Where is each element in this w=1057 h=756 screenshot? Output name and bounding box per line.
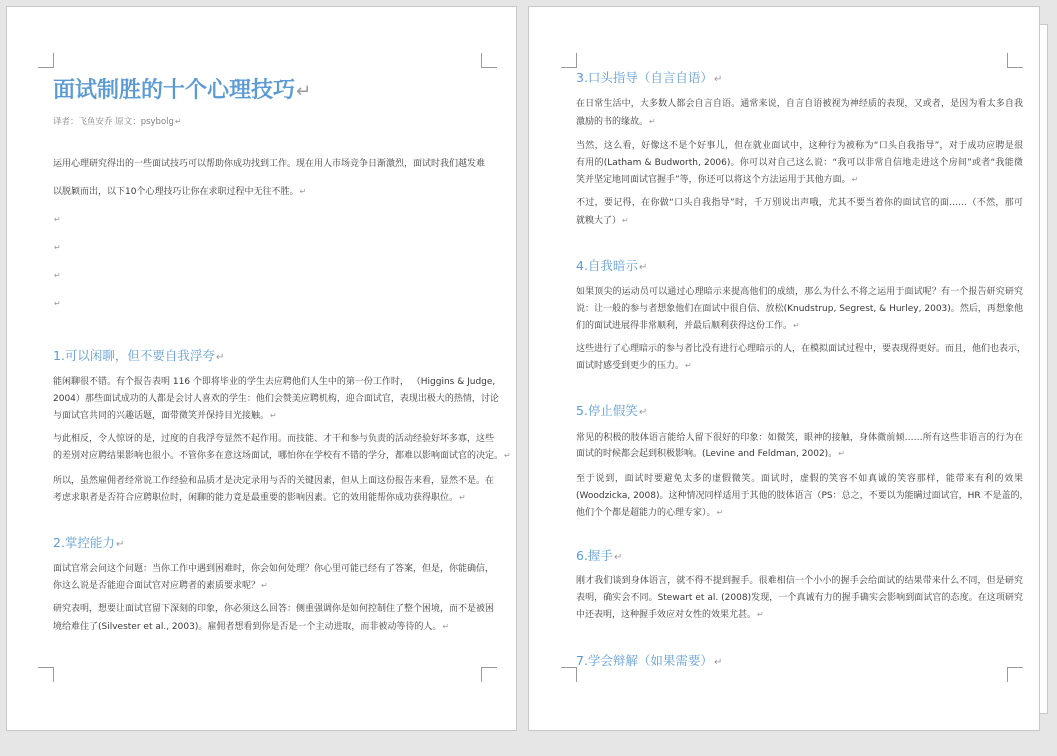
section-heading-text: 7.学会辩解（如果需要） bbox=[576, 653, 713, 668]
paragraph-text: 刚才我们谈到身体语言，就不得不提到握手。很难相信一个小小的握手会给面试的结果带来什么不同，但是研究 bbox=[576, 576, 1023, 586]
paragraph-mark-icon: ↵ bbox=[261, 581, 268, 590]
paragraph-line[interactable] bbox=[576, 213, 629, 229]
paragraph-text: 他们个个都是超能力的心理专家）。 bbox=[576, 508, 716, 518]
paragraph-mark-icon: ↵ bbox=[685, 361, 692, 370]
paragraph-line[interactable] bbox=[576, 607, 764, 623]
section-heading[interactable] bbox=[576, 256, 647, 276]
paragraph-text: 所以，虽然雇佣者经常说工作经验和品质才是决定录用与否的关键因素，但从上面这份报告来看，显然不是。在 bbox=[53, 476, 495, 486]
paragraph-line[interactable] bbox=[53, 431, 495, 447]
section-heading[interactable] bbox=[53, 533, 124, 553]
paragraph-mark-icon: ↵ bbox=[296, 81, 312, 102]
paragraph-text: 的差别对应聘结果影响也很小。不管你多在意这场面试，哪怕你在学校有不错的学分，都难以影响面试官的决定。 bbox=[53, 451, 504, 461]
margin-corner-mark bbox=[1007, 53, 1023, 68]
margin-corner-mark bbox=[481, 53, 497, 68]
paragraph-line[interactable] bbox=[576, 155, 1023, 171]
document-title[interactable] bbox=[53, 75, 311, 107]
paragraph-mark-icon: ↵ bbox=[713, 74, 723, 85]
paragraph-mark-icon: ↵ bbox=[299, 187, 307, 196]
paragraph-line[interactable] bbox=[576, 195, 1023, 211]
paragraph-line[interactable] bbox=[576, 573, 1023, 589]
paragraph-mark-icon: ↵ bbox=[838, 449, 845, 458]
paragraph-line[interactable] bbox=[576, 96, 1023, 112]
section-heading-text: 2.掌控能力 bbox=[53, 535, 115, 550]
paragraph-mark-icon: ↵ bbox=[638, 262, 648, 273]
paragraph-mark-icon: ↵ bbox=[459, 493, 466, 502]
section-heading[interactable] bbox=[576, 68, 722, 88]
empty-paragraph[interactable] bbox=[53, 296, 61, 312]
section-heading[interactable] bbox=[576, 401, 647, 421]
paragraph-line[interactable] bbox=[53, 374, 496, 390]
paragraph-mark-icon: ↵ bbox=[54, 299, 61, 308]
paragraph-line[interactable] bbox=[576, 590, 1023, 606]
margin-corner-mark bbox=[561, 667, 577, 682]
paragraph-text: 这些进行了心理暗示的参与者比没有进行心理暗示的人，在模拟面试过程中，要表现得更好。而且，他们也表示， bbox=[576, 344, 1027, 354]
paragraph-line[interactable] bbox=[576, 172, 858, 188]
paragraph-text: 与此相反，令人惊讶的是，过度的自我浮夸显然不起作用。而技能、才干和参与负责的活动经验好坏多寡，这些 bbox=[53, 434, 495, 444]
paragraph-mark-icon: ↵ bbox=[442, 622, 450, 631]
paragraph-line[interactable] bbox=[53, 408, 277, 424]
margin-corner-mark bbox=[561, 53, 577, 68]
empty-paragraph[interactable] bbox=[53, 268, 61, 284]
section-heading-text: 6.握手 bbox=[576, 548, 613, 563]
paragraph-text: 至于说到，面试时要避免太多的虚假微笑。面试时，虚假的笑容不如真诚的笑容那样，能带来有利的效果 bbox=[576, 474, 1023, 484]
paragraph-line[interactable] bbox=[53, 156, 486, 172]
paragraph-text: 们的面试进展得非常顺利，并最后顺利获得这份工作。 bbox=[576, 321, 793, 331]
paragraph-mark-icon: ↵ bbox=[174, 117, 182, 126]
paragraph-mark-icon: ↵ bbox=[54, 243, 61, 252]
paragraph-mark-icon: ↵ bbox=[54, 271, 61, 280]
paragraph-line[interactable] bbox=[53, 601, 495, 617]
paragraph-text: 能闲聊很不错。有个报告表明 116 个即将毕业的学生去应聘他们人生中的第一份工作时， （Higgins & Judge, bbox=[53, 377, 496, 387]
paragraph-mark-icon: ↵ bbox=[613, 552, 623, 563]
paragraph-line[interactable] bbox=[576, 341, 1027, 357]
section-heading[interactable] bbox=[576, 651, 722, 671]
section-heading-text: 4.自我暗示 bbox=[576, 258, 638, 273]
paragraph-line[interactable] bbox=[576, 114, 656, 130]
margin-corner-mark bbox=[1007, 667, 1023, 682]
document-subtitle[interactable] bbox=[53, 115, 182, 129]
paragraph-line[interactable] bbox=[576, 284, 1023, 300]
paragraph-line[interactable] bbox=[53, 473, 495, 489]
paragraph-mark-icon: ↵ bbox=[504, 451, 511, 460]
margin-corner-mark bbox=[481, 667, 497, 682]
paragraph-line[interactable] bbox=[53, 490, 466, 506]
paragraph-text: 2004）那些面试成功的人都是会讨人喜欢的学生：他们会赞美应聘机构，迎合面试官，表现出极大的热情，讨论 bbox=[53, 394, 499, 404]
paragraph-mark-icon: ↵ bbox=[638, 407, 648, 418]
paragraph-mark-icon: ↵ bbox=[649, 117, 656, 126]
section-heading-text: 5.停止假笑 bbox=[576, 403, 638, 418]
paragraph-line[interactable] bbox=[576, 471, 1023, 487]
paragraph-text: (Woodzicka, 2008)。这种情况同样适用于其他的肢体语言（PS：总之，不要以为能瞒过面试官，HR 不是盖的， bbox=[576, 491, 1029, 501]
paragraph-text: 笑并坚定地同面试官握手”等，你还可以将这个方法运用于其他方面。 bbox=[576, 175, 851, 185]
paragraph-mark-icon: ↵ bbox=[851, 175, 859, 184]
paragraph-line[interactable] bbox=[576, 505, 723, 521]
margin-corner-mark bbox=[38, 667, 54, 682]
paragraph-line[interactable] bbox=[53, 561, 495, 577]
paragraph-text: 常见的积极的肢体语言能给人留下很好的印象：如微笑，眼神的接触，身体微前倾……所有这些非语言的行为在 bbox=[576, 433, 1023, 443]
paragraph-text: 面试官常会问这个问题：当你工作中遇到困难时，你会如何处理？你心里可能已经有了答案，但是，你能确信， bbox=[53, 564, 495, 574]
paragraph-text: 当然，这么看，好像这不是个好事儿，但在就业面试中，这种行为被称为“口头自我指导”，对于成功应聘是很 bbox=[576, 141, 1023, 151]
paragraph-line[interactable] bbox=[576, 301, 1023, 317]
paragraph-mark-icon: ↵ bbox=[270, 411, 277, 420]
paragraph-text: 研究表明，想要让面试官留下深刻的印象，你必须这么回答：侧重强调你是如何控制住了整个困境，而不是被困 bbox=[53, 604, 495, 614]
empty-paragraph[interactable] bbox=[53, 212, 61, 228]
paragraph-mark-icon: ↵ bbox=[215, 352, 225, 363]
paragraph-mark-icon: ↵ bbox=[115, 539, 125, 550]
paragraph-line[interactable] bbox=[53, 391, 499, 407]
paragraph-text: 在日常生活中，大多数人都会自言自语。通常来说，自言自语被视为神经质的表现，又或者，是因为看太多自我 bbox=[576, 99, 1023, 109]
paragraph-text: 如果顶尖的运动员可以通过心理暗示来提高他们的成绩，那么为什么不将之运用于面试呢？有一个报告研究研究 bbox=[576, 287, 1023, 297]
paragraph-text: 运用心理研究得出的一些面试技巧可以帮助你成功找到工作。现在用人市场竞争日渐激烈，面试时我们越发难 bbox=[53, 159, 486, 169]
paragraph-text: 以脱颖而出，以下10个心理技巧让你在求职过程中无往不胜。 bbox=[53, 187, 299, 197]
paragraph-mark-icon: ↵ bbox=[713, 657, 723, 668]
paragraph-mark-icon: ↵ bbox=[757, 610, 764, 619]
section-heading[interactable] bbox=[576, 546, 622, 566]
paragraph-text: 中还表明，这种握手效应对女性的效果尤甚。 bbox=[576, 610, 757, 620]
paragraph-line[interactable] bbox=[576, 430, 1023, 446]
section-heading[interactable] bbox=[53, 346, 224, 366]
paragraph-text: 与面试官共同的兴趣话题，面带微笑并保持目光接触。 bbox=[53, 411, 270, 421]
section-heading-text: 3.口头指导（自言自语） bbox=[576, 70, 713, 85]
paragraph-line[interactable] bbox=[53, 448, 511, 464]
paragraph-line[interactable] bbox=[576, 138, 1023, 154]
paragraph-line[interactable] bbox=[53, 619, 449, 635]
document-page-1 bbox=[6, 6, 517, 731]
paragraph-text: 面试时感受到更少的压力。 bbox=[576, 361, 685, 371]
document-page-2 bbox=[528, 6, 1040, 731]
paragraph-text: 就糗大了） bbox=[576, 216, 622, 226]
paragraph-text: 表明，确实会不同。Stewart et al. (2008)发现，一个真诚有力的握手确实会影响到面试官的态度。在这项研究 bbox=[576, 593, 1023, 603]
paragraph-text: 你这么说是否能迎合面试官对应聘者的素质要求呢？ bbox=[53, 581, 261, 591]
paragraph-line[interactable] bbox=[576, 318, 800, 334]
paragraph-line[interactable] bbox=[53, 184, 306, 200]
paragraph-text: 激励的书的缘故。 bbox=[576, 117, 649, 127]
paragraph-mark-icon: ↵ bbox=[793, 321, 800, 330]
paragraph-mark-icon: ↵ bbox=[716, 508, 724, 517]
paragraph-text: 说：让一般的参与者想象他们在面试中很自信、放松(Knudstrup, Segrest, & Hurley, 2003)。然后，再想象他 bbox=[576, 304, 1023, 314]
paragraph-line[interactable] bbox=[576, 488, 1029, 504]
document-title-text: 面试制胜的十个心理技巧 bbox=[53, 78, 296, 103]
paragraph-mark-icon: ↵ bbox=[622, 216, 629, 225]
paragraph-mark-icon: ↵ bbox=[54, 215, 61, 224]
paragraph-text: 境给难住了(Silvester et al., 2003)。雇佣者想看到你是否是一个主动进取，而非被动等待的人。 bbox=[53, 622, 442, 632]
paragraph-line[interactable] bbox=[53, 578, 268, 594]
paragraph-text: 不过，要记得，在你做“口头自我指导”时，千万别说出声哦，尤其不要当着你的面试官的面……（不然，那可 bbox=[576, 198, 1023, 208]
subtitle-text: 译者：飞鱼安乔 原文：psybolg bbox=[53, 117, 174, 127]
margin-corner-mark bbox=[38, 53, 54, 68]
empty-paragraph[interactable] bbox=[53, 240, 61, 256]
paragraph-text: 有用的(Latham & Budworth, 2006)。你可以对自己这么说：“我可以非常自信地走进这个房间”或者“我能微 bbox=[576, 158, 1023, 168]
paragraph-line[interactable] bbox=[576, 358, 692, 374]
paragraph-text: 面试的时候都会起到积极影响。(Levine and Feldman, 2002)。 bbox=[576, 449, 838, 459]
section-heading-text: 1.可以闲聊，但不要自我浮夸 bbox=[53, 348, 215, 363]
paragraph-text: 考虑求职者是否符合应聘职位时，闲聊的能力竟是最重要的影响因素。它的效用能帮你成功获得职位。 bbox=[53, 493, 459, 503]
paragraph-line[interactable] bbox=[576, 446, 845, 462]
